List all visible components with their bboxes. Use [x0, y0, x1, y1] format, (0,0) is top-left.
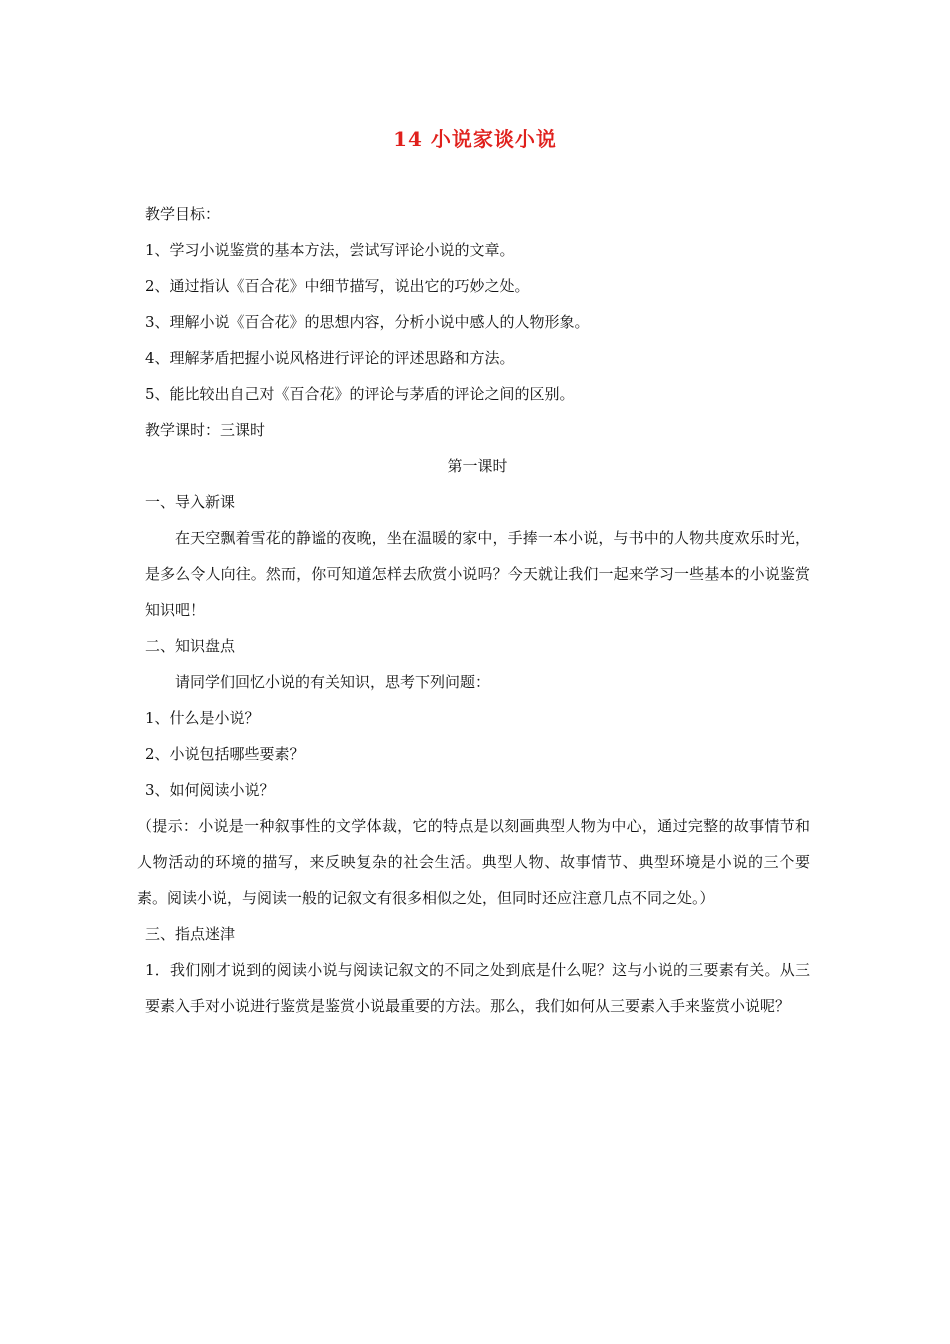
goal-item: 4、理解茅盾把握小说风格进行评论的评述思路和方法。 [145, 349, 515, 367]
question-item: 1、什么是小说？ [145, 709, 260, 727]
section-paragraph: 在天空飘着雪花的静谧的夜晚，坐在温暖的家中，手捧一本小说，与书中的人物共度欢乐时光，是多么令人向往。然而，你可知道怎样去欣赏小说吗？今天就让我们一起来学习一些基本的小说鉴赏知识吧！ [145, 529, 810, 619]
goal-item: 3、理解小说《百合花》的思想内容，分析小说中感人的人物形象。 [145, 313, 590, 331]
goal-item: 2、通过指认《百合花》中细节描写，说出它的巧妙之处。 [145, 277, 530, 295]
section-heading: 二、知识盘点 [145, 637, 236, 655]
question-item: 2、小说包括哪些要素？ [145, 745, 305, 763]
goal-item: 1、学习小说鉴赏的基本方法，尝试写评论小说的文章。 [145, 241, 515, 259]
teaching-goals-heading: 教学目标： [145, 205, 221, 223]
section-heading: 一、导入新课 [145, 493, 236, 511]
section-intro: 请同学们回忆小说的有关知识，思考下列问题： [175, 673, 491, 691]
question-item: 3、如何阅读小说？ [145, 781, 275, 799]
goal-item: 5、能比较出自己对《百合花》的评论与茅盾的评论之间的区别。 [145, 385, 575, 403]
lesson-heading: 第一课时 [447, 457, 508, 475]
section-paragraph: 1．我们刚才说到的阅读小说与阅读记叙文的不同之处到底是什么呢？这与小说的三要素有关。从三要素入手对小说进行鉴赏是鉴赏小说最重要的方法。那么，我们如何从三要素入手来鉴赏小说呢？ [145, 961, 810, 1015]
document-title: 14 小说家谈小说 [393, 127, 557, 151]
class-hours: 教学课时：三课时 [145, 421, 266, 439]
hint-paragraph: （提示：小说是一种叙事性的文学体裁，它的特点是以刻画典型人物为中心，通过完整的故事情节和人物活动的环境的描写，来反映复杂的社会生活。典型人物、故事情节、典型环境是小说的三个要素。阅读小说，与阅读一般的记叙文有很多相似之处，但同时还应注意几点不同之处。） [137, 817, 810, 907]
section-heading: 三、指点迷津 [145, 925, 236, 943]
document-body [137, 196, 810, 1024]
